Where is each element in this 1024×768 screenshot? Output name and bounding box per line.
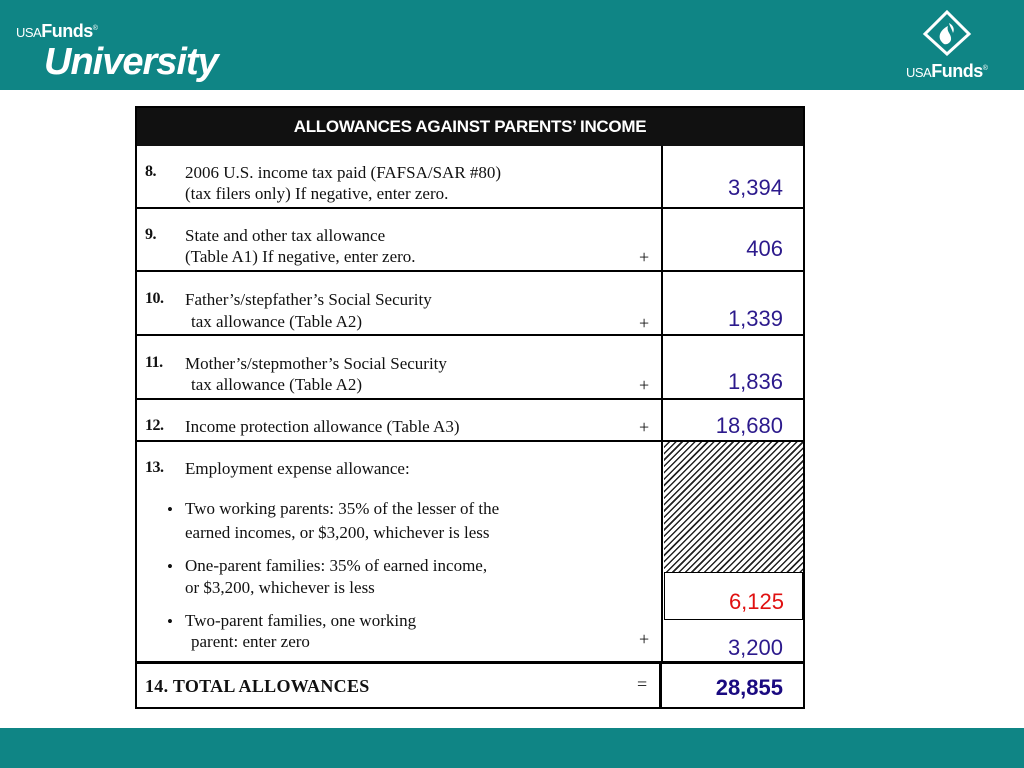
row-description-line2: (Table A1) If negative, enter zero. bbox=[185, 247, 416, 266]
row-value: 18,680 bbox=[715, 413, 783, 438]
total-value: 28,855 bbox=[715, 675, 783, 700]
header-band bbox=[0, 0, 1024, 90]
two-parent-value: 3,200 bbox=[727, 635, 783, 660]
row-description-line2: tax allowance (Table A2) bbox=[191, 375, 363, 394]
row-value: 1,836 bbox=[727, 369, 783, 394]
bullet-line2: earned incomes, or $3,200, whichever is less bbox=[185, 523, 490, 542]
total-value-divider bbox=[659, 661, 662, 707]
logo-usafunds-text-right: USAFunds® bbox=[906, 61, 988, 81]
footer-band bbox=[0, 728, 1024, 768]
row-divider bbox=[137, 207, 803, 209]
row-description-line1: 2006 U.S. income tax paid (FAFSA/SAR #80) bbox=[185, 163, 502, 182]
form-title: ALLOWANCES AGAINST PARENTS’ INCOME bbox=[137, 108, 803, 146]
row-description-line1: Father’s/stepfather’s Social Security bbox=[185, 290, 432, 309]
row-description-line2: (tax filers only) If negative, enter zero. bbox=[185, 184, 449, 203]
row-description-line1: Income protection allowance (Table A3) bbox=[185, 417, 460, 436]
row-number: 12. bbox=[145, 417, 164, 434]
plus-sign: + bbox=[639, 247, 650, 267]
bullet-line1: Two-parent families, one working bbox=[185, 611, 417, 630]
bullet-line2: parent: enter zero bbox=[191, 632, 310, 651]
row-number: 10. bbox=[145, 290, 164, 307]
bullet-line1: One-parent families: 35% of earned income, bbox=[185, 556, 488, 575]
row-number: 8. bbox=[145, 163, 156, 180]
plus-sign: + bbox=[639, 417, 650, 437]
row-divider bbox=[137, 270, 803, 272]
plus-sign: + bbox=[639, 375, 650, 395]
usafunds-logo bbox=[900, 10, 1000, 80]
bullet-line2: or $3,200, whichever is less bbox=[185, 578, 375, 597]
equals-sign: = bbox=[637, 674, 648, 694]
row-value: 3,394 bbox=[727, 175, 783, 200]
bullet-line1: Two working parents: 35% of the lesser of the bbox=[185, 499, 500, 518]
allowances-form bbox=[135, 106, 805, 709]
logo-usafunds-text: USAFunds® bbox=[16, 21, 98, 41]
hatched-shaded-area bbox=[664, 442, 803, 572]
bullet-marker: • bbox=[167, 612, 173, 631]
bullet-marker: • bbox=[167, 500, 173, 519]
total-label: 14. TOTAL ALLOWANCES bbox=[145, 676, 370, 696]
total-row bbox=[137, 661, 803, 707]
row-divider bbox=[137, 334, 803, 336]
row-description-line1: Mother’s/stepmother’s Social Security bbox=[185, 354, 447, 373]
row-description-line1: Employment expense allowance: bbox=[185, 459, 410, 478]
diamond-flame-icon bbox=[922, 10, 972, 56]
row-divider bbox=[137, 398, 803, 400]
row-number: 9. bbox=[145, 226, 156, 243]
row-description-line2: tax allowance (Table A2) bbox=[191, 312, 363, 331]
one-parent-value-box bbox=[664, 572, 803, 620]
bullet-marker: • bbox=[167, 557, 173, 576]
row-value: 1,339 bbox=[727, 306, 783, 331]
logo-university-text: University bbox=[44, 41, 218, 83]
one-parent-value: 6,125 bbox=[728, 589, 784, 614]
plus-sign: + bbox=[639, 313, 650, 333]
row-number: 11. bbox=[145, 354, 163, 371]
row-number: 13. bbox=[145, 459, 164, 476]
row-value: 406 bbox=[746, 236, 783, 261]
value-column-divider bbox=[661, 146, 663, 661]
plus-sign: + bbox=[639, 629, 650, 649]
row-description-line1: State and other tax allowance bbox=[185, 226, 386, 245]
